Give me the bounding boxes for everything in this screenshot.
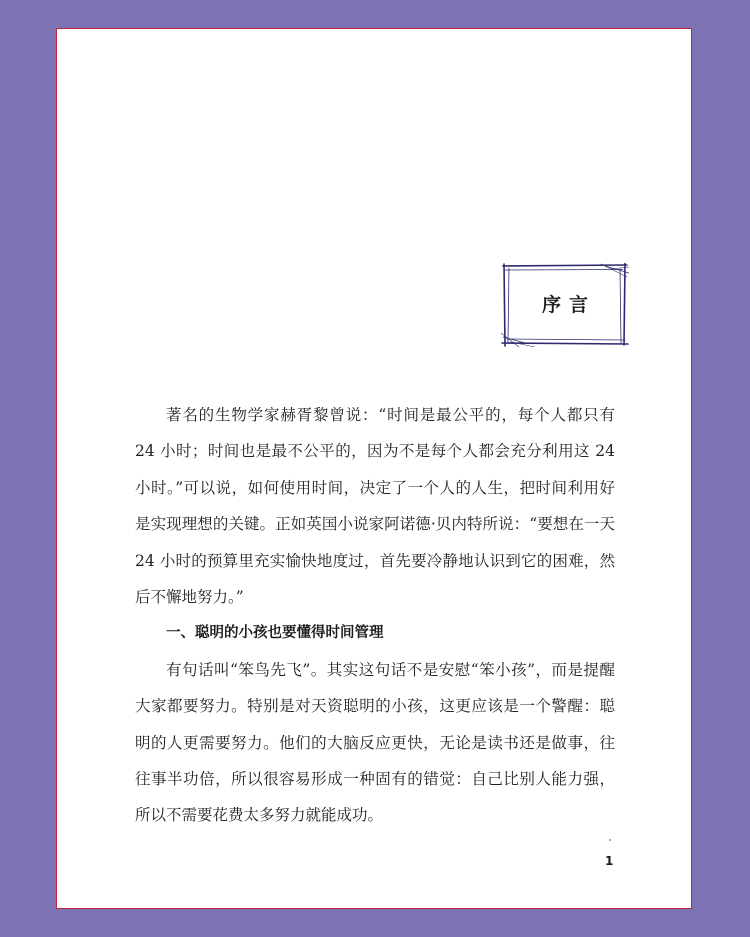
decorative-dot xyxy=(609,839,611,841)
intro-paragraph: 著名的生物学家赫胥黎曾说：“时间是最公平的，每个人都只有 24 小时；时间也是最不公平的，因为不是每个人都会充分利用这 24 小时。”可以说，如何使用时间，决定了一个人的人生，把时间利用好是实现理想的关键。正如英国小说家阿诺德·贝内特所说：“要想在一天 24 小时的预算里充实愉快地度过，首先要冷静地认识到它的困难，然后不懈地努力。” xyxy=(135,406,615,607)
section-heading: 一、聪明的小孩也要懂得时间管理 xyxy=(166,625,384,642)
chapter-title: 序言 xyxy=(541,294,596,316)
chapter-title-frame xyxy=(501,263,629,347)
section-paragraph: 有句话叫“笨鸟先飞”。其实这句话不是安慰“笨小孩”，而是提醒大家都要努力。特别是对天资聪明的小孩，这更应该是一个警醒：聪明的人更需要努力。他们的大脑反应更快，无论是读书还是做事，往往事半功倍，所以很容易形成一种固有的错觉：自己比别人能力强，所以不需要花费太多努力就能成功。 xyxy=(135,660,615,825)
page-number: 1 xyxy=(605,854,614,868)
book-page xyxy=(56,28,692,909)
page-content xyxy=(135,397,615,834)
